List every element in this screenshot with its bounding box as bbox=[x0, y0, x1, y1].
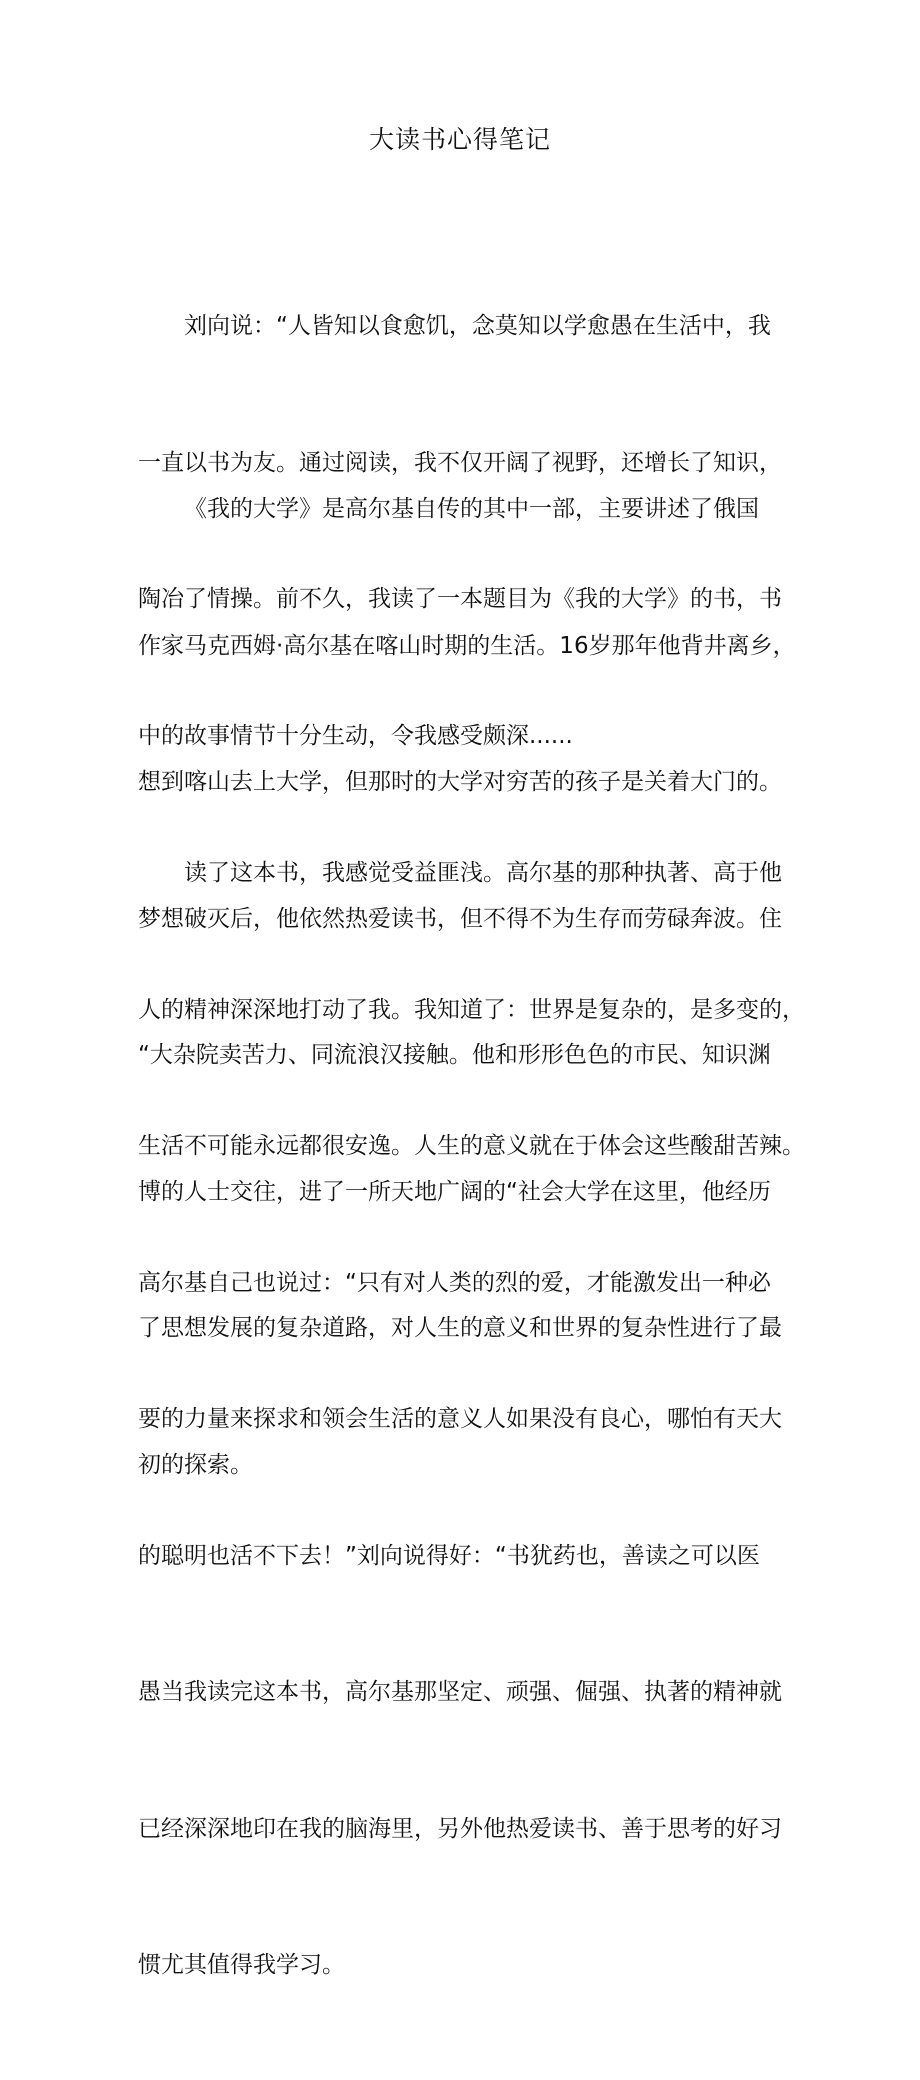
paragraph-3 bbox=[138, 760, 805, 2080]
paragraph-line: 《我的大学》是高尔基自传的其中一部，主要讲述了俄国 bbox=[184, 496, 759, 522]
paragraph-line: “大杂院卖苦力、同流浪汉接触。他和形形色色的市民、知识渊 bbox=[138, 1042, 771, 1068]
paragraph-line: 惯尤其值得我学习。 bbox=[138, 1952, 345, 1978]
paragraph-line: 作家马克西姆·高尔基在喀山时期的生活。16岁那年他背井离乡， bbox=[138, 632, 796, 659]
paragraph-line: 了思想发展的复杂道路，对人生的意义和世界的复杂性进行了最 bbox=[138, 1315, 782, 1341]
paragraph-line: 高尔基自己也说过：“只有对人类的烈的爱，才能激发出一种必 bbox=[138, 1269, 771, 1296]
paragraph-line: 中的故事情节十分生动，令我感受颇深...... bbox=[138, 722, 573, 749]
paragraph-line: 刘向说：“人皆知以食愈饥，念莫知以学愈愚在生活中，我 bbox=[184, 313, 771, 339]
paragraph-line: 想到喀山去上大学，但那时的大学对穷苦的孩子是关着大门的。 bbox=[138, 769, 782, 795]
paragraph-line: 人的精神深深地打动了我。我知道了：世界是复杂的，是多变的， bbox=[138, 996, 805, 1023]
paragraph-line: 博的人士交往，进了一所天地广阔的“社会大学在这里，他经历 bbox=[138, 1178, 771, 1205]
paragraph-line: 梦想破灭后，他依然热爱读书，但不得不为生存而劳碌奔波。住 bbox=[138, 905, 782, 932]
document-title: 大读书心得笔记 bbox=[368, 125, 551, 154]
paragraph-line: 生活不可能永远都很安逸。人生的意义就在于体会这些酸甜苦辣。 bbox=[138, 1133, 805, 1159]
paragraph-line: 陶冶了情操。前不久，我读了一本题目为《我的大学》的书，书 bbox=[138, 586, 782, 612]
paragraph-line: 读了这本书，我感觉受益匪浅。高尔基的那种执著、高于他 bbox=[184, 860, 782, 886]
paragraph-line: 初的探索。 bbox=[138, 1451, 253, 1478]
paragraph-line: 要的力量来探求和领会生活的意义人如果没有良心，哪怕有天大 bbox=[138, 1406, 782, 1432]
paragraph-line: 已经深深地印在我的脑海里，另外他热爱读书、善于思考的好习 bbox=[138, 1815, 782, 1842]
paragraph-line: 的聪明也活不下去！”刘向说得好：“书犹药也，善读之可以医 bbox=[138, 1542, 760, 1569]
paragraph-line: 愚当我读完这本书，高尔基那坚定、顽强、倔强、执著的精神就 bbox=[138, 1679, 782, 1705]
paragraph-line: 一直以书为友。通过阅读，我不仅开阔了视野，还增长了知识， bbox=[138, 449, 782, 476]
